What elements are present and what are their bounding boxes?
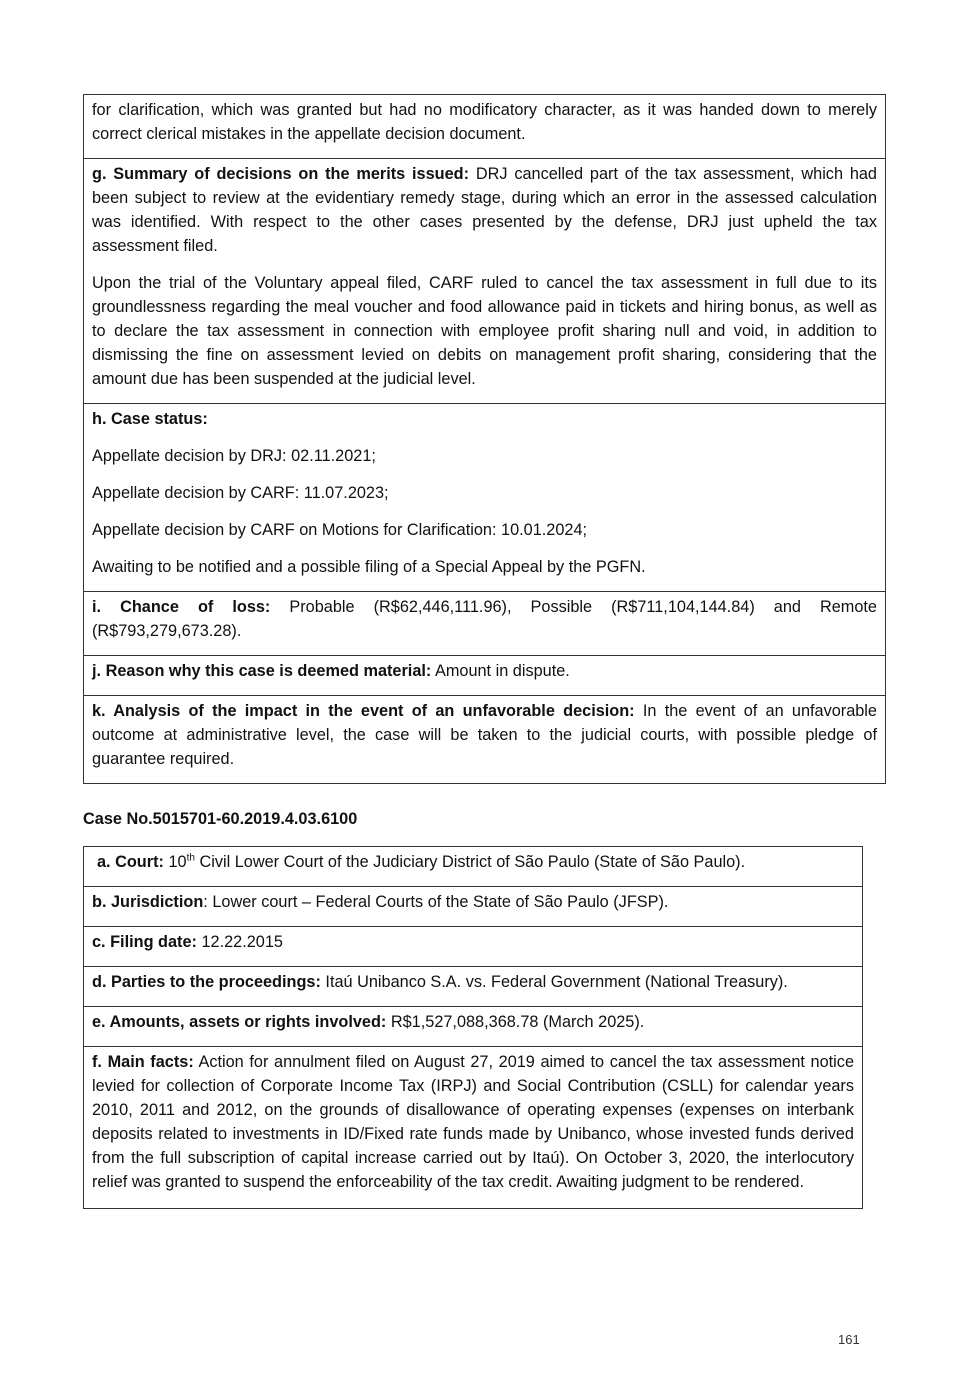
table-row [84, 887, 863, 927]
row-text: Amount in dispute. [431, 662, 570, 680]
summary-of-decisions [84, 159, 886, 404]
status-item: Appellate decision by CARF: 11.07.2023; [92, 484, 389, 502]
row-text: 10 [163, 853, 187, 871]
row-text: for clarification, which was granted but had no modificatory character, as it was handed down to merely correct clerical mistakes in the appellate decision document. [92, 101, 877, 143]
paragraph [92, 407, 877, 431]
table-row [84, 159, 886, 404]
row-label: k. Analysis of the impact in the event of an unfavorable decision: [92, 702, 635, 720]
impact-analysis [84, 696, 886, 784]
case-heading: Case No.5015701-60.2019.4.03.6100 [83, 810, 358, 828]
row-label: j. Reason why this case is deemed material: [92, 662, 432, 680]
table-row [84, 656, 886, 696]
case-details-table [83, 846, 863, 1209]
status-item: Appellate decision by DRJ: 02.11.2021; [92, 447, 376, 465]
table-row [84, 696, 886, 784]
amounts-involved [84, 1007, 863, 1047]
filing-date [84, 927, 863, 967]
table-row [84, 927, 863, 967]
court [84, 847, 863, 887]
row-text: R$1,527,088,368.78 (March 2025). [386, 1013, 645, 1031]
table-row [84, 847, 863, 887]
table-row [84, 592, 886, 656]
row-label: i. Chance of loss: [92, 598, 271, 616]
row-text: Civil Lower Court of the Judiciary District of São Paulo (State of São Paulo). [194, 853, 746, 871]
row-text: In the event of an unfavorable outcome at administrative level, the case will be taken to the judicial courts, with possible pledge of guarantee required. [92, 702, 877, 768]
row-text: Itaú Unibanco S.A. vs. Federal Government (National Treasury). [320, 973, 788, 991]
status-item: Appellate decision by CARF on Motions for Clarification: 10.01.2024; [92, 521, 588, 539]
ordinal-suffix: th [186, 852, 195, 864]
table-row [84, 404, 886, 592]
case-status [84, 404, 886, 592]
table-row [84, 1007, 863, 1047]
status-item: Awaiting to be notified and a possible filing of a Special Appeal by the PGFN. [92, 558, 646, 576]
table-row [84, 95, 886, 159]
paragraph: Upon the trial of the Voluntary appeal filed, CARF ruled to cancel the tax assessment in full due to its groundlessness regarding the meal voucher and food allowance paid in tickets and hiring bonus, as well as to declare the tax assessment in connection with employee profit sharing null and void, in addition to dismissing the fine on assessment levied on debits on management profit sharing, considering that the amount due has been suspended at the judicial level. [92, 274, 877, 388]
jurisdiction [84, 887, 863, 927]
case-details-table-continued [83, 94, 886, 784]
row-label: f. Main facts: [92, 1053, 194, 1071]
row-label: h. Case status: [92, 410, 208, 428]
page-number: 161 [838, 1332, 860, 1347]
row-text: DRJ cancelled part of the tax assessment, which had been subject to review at the evidentiary remedy stage, during which an error in the assessed calculation was identified. With respect to the other cases presented by the defense, DRJ just upheld the tax assessment filed. [92, 165, 877, 255]
row-label: c. Filing date: [92, 933, 197, 951]
row-label: a. Court: [97, 853, 164, 871]
row-text: Probable (R$62,446,111.96), Possible (R$711,104,144.84) and Remote (R$793,279,673.28). [92, 598, 877, 640]
main-facts [84, 1047, 863, 1209]
parties [84, 967, 863, 1007]
row-text: 12.22.2015 [196, 933, 283, 951]
materiality-reason [84, 656, 886, 696]
row-label: d. Parties to the proceedings: [92, 973, 321, 991]
row-label: b. Jurisdiction [92, 893, 204, 911]
main-facts-continued [84, 95, 886, 159]
row-label: g. Summary of decisions on the merits issued: [92, 165, 470, 183]
row-label: e. Amounts, assets or rights involved: [92, 1013, 387, 1031]
row-text: Action for annulment filed on August 27, 2019 aimed to cancel the tax assessment notice levied for collection of Corporate Income Tax (IRPJ) and Social Contribution (CSLL) for calendar years 2010, 2011 and 2012, on the grounds of disallowance of operating expenses (expenses on interbank deposits related to investments in ID/Fixed rate funds made by Unibanco, whose invested funds derived from the full subscription of capital increase carried out by Itaú). On October 3, 2020, the interlocutory relief was granted to suspend the enforceability of the tax credit. Awaiting judgment to be rendered. [92, 1053, 854, 1191]
table-row [84, 1047, 863, 1209]
chance-of-loss [84, 592, 886, 656]
row-text: : Lower court – Federal Courts of the State of São Paulo (JFSP). [203, 893, 669, 911]
table-row [84, 967, 863, 1007]
paragraph [92, 162, 877, 258]
